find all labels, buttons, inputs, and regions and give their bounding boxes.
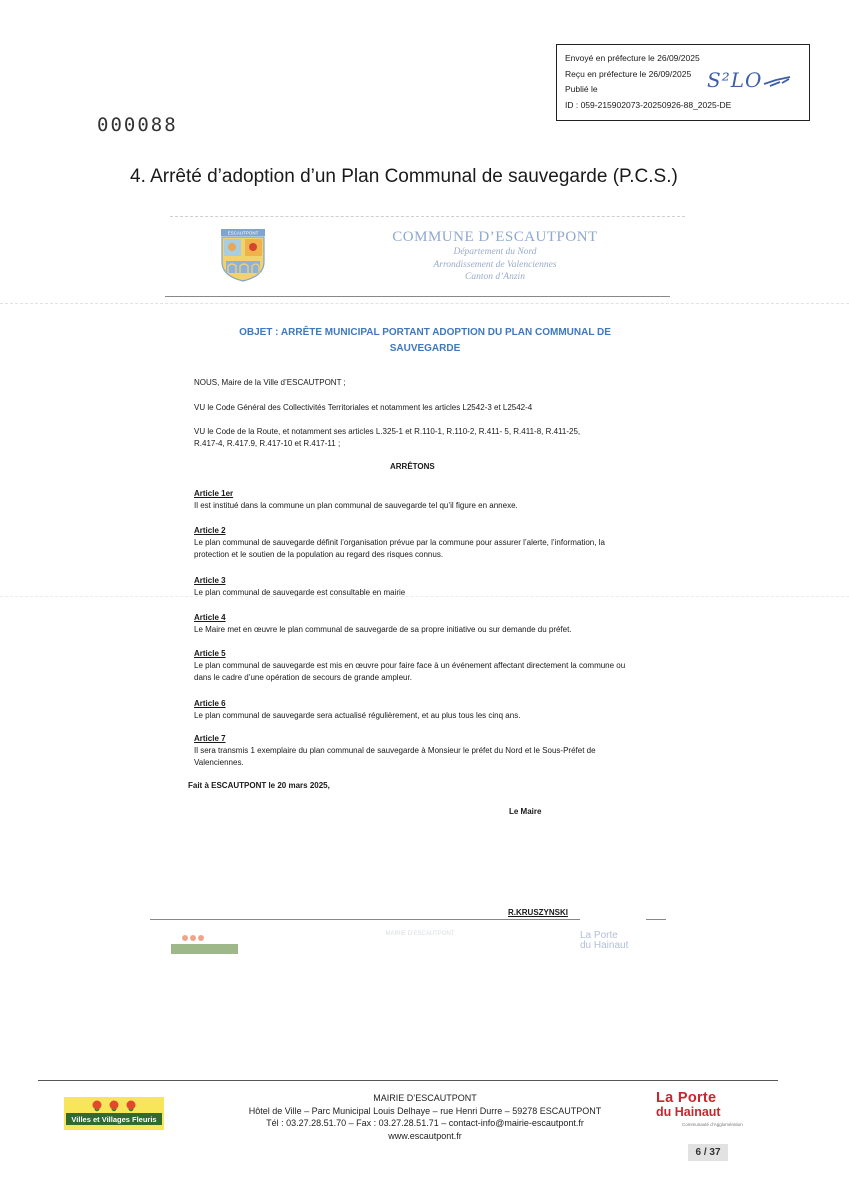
- stamp-published: Publié le: [565, 84, 598, 94]
- subject-line-2: SAUVEGARDE: [389, 343, 461, 354]
- article-title: Article 3: [194, 576, 226, 585]
- preamble-vu-code-route: [194, 426, 654, 450]
- article-7: [194, 733, 644, 769]
- page-number: 6 / 37: [688, 1144, 728, 1161]
- inner-porte-line-2: du Hainaut: [580, 940, 629, 951]
- stamp-received: Reçu en préfecture le 26/09/2025: [565, 68, 692, 79]
- departement: Département du Nord: [453, 247, 537, 257]
- inner-footer-rule-end: [646, 919, 666, 920]
- canton: Canton d’Anzin: [465, 272, 525, 282]
- footer-address: [190, 1092, 660, 1142]
- inner-footer-text: MAIRIE D’ESCAUTPONT: [385, 931, 455, 937]
- prefecture-stamp: [556, 44, 810, 121]
- article-text: Il sera transmis 1 exemplaire du plan communal de sauvegarde à Monsieur le préfet du Nord et le Sous-Préfet de Valenciennes.: [194, 746, 596, 767]
- article-4: [194, 612, 654, 636]
- preamble-vu-cgct: VU le Code Général des Collectivités Territoriales et notamment les articles L2542-3 et L2542-4: [194, 403, 533, 412]
- inner-porte-logo: [580, 931, 628, 951]
- vu-route-line-1: VU le Code de la Route, et notamment ses articles L.325-1 et R.110-1, R.110-2, R.411- 5, R.411-8, R.411-25,: [194, 427, 581, 436]
- s2lo-logo: S²LO: [707, 73, 792, 89]
- la-porte-du-hainaut-logo: [656, 1091, 746, 1127]
- article-title: Article 7: [194, 734, 226, 743]
- divider: [170, 216, 685, 217]
- article-title: Article 2: [194, 526, 226, 535]
- stamp-id: ID : 059-215902073-20250926-88_2025-DE: [565, 99, 732, 110]
- inner-porte-line-1: La Porte: [580, 930, 618, 941]
- footer-address-line: Hôtel de Ville – Parc Municipal Louis Delhaye – rue Henri Durre – 59278 ESCAUTPONT: [248, 1105, 602, 1116]
- letterhead-rule: [165, 296, 670, 297]
- porte-subtitle: Communauté d’Agglomération: [682, 1122, 743, 1127]
- article-title: Article 6: [194, 699, 226, 708]
- letterhead: [360, 229, 630, 284]
- villes-villages-fleuris-icon: [64, 1097, 164, 1130]
- article-text: Le plan communal de sauvegarde est consultable en mairie: [194, 588, 406, 597]
- article-text: Le plan communal de sauvegarde définit l’organisation prévue par la commune pour assurer l’alerte, l’information, la protection et le soutien de la population au regard des risques connus.: [194, 538, 605, 559]
- footer-mairie: MAIRIE D’ESCAUTPONT: [373, 1093, 477, 1103]
- article-text: Le Maire met en œuvre le plan communal de sauvegarde de sa propre initiative ou sur demande du préfet.: [194, 625, 572, 634]
- escautpont-crest-icon: [218, 228, 268, 282]
- commune-name: COMMUNE D’ESCAUTPONT: [392, 229, 598, 245]
- scan-fold-line: [0, 303, 849, 304]
- article-5: [194, 648, 644, 684]
- stamp-sent: Envoyé en préfecture le 26/09/2025: [565, 53, 700, 63]
- page-heading: 4. Arrêté d’adoption d’un Plan Communal de sauvegarde (P.C.S.): [130, 166, 678, 187]
- article-6: [194, 698, 654, 722]
- footer-contact[interactable]: Tél : 03.27.28.51.70 – Fax : 03.27.28.51.71 – contact-info@mairie-escautpont.fr: [266, 1118, 584, 1128]
- footer-website-link[interactable]: www.escautpont.fr: [388, 1130, 462, 1141]
- vu-route-line-2: R.417-4, R.417.9, R.417-10 et R.417-11 ;: [194, 439, 341, 448]
- footer-rule: [38, 1080, 778, 1081]
- preamble-nous: NOUS, Maire de la Ville d’ESCAUTPONT ;: [194, 378, 346, 387]
- porte-line-2: du Hainaut: [656, 1105, 721, 1119]
- subject: [200, 325, 650, 357]
- svg-text:ESCAUTPONT: ESCAUTPONT: [227, 230, 259, 236]
- article-title: Article 1er: [194, 489, 234, 498]
- le-maire: Le Maire: [509, 807, 542, 816]
- inner-fleuris-badge-icon: [171, 933, 238, 957]
- article-title: Article 4: [194, 613, 226, 622]
- fait-a: Fait à ESCAUTPONT le 20 mars 2025,: [188, 781, 330, 790]
- article-text: Il est institué dans la commune un plan communal de sauvegarde tel qu’il figure en annexe.: [194, 501, 518, 510]
- article-title: Article 5: [194, 649, 226, 658]
- article-1: [194, 488, 654, 512]
- arretons: ARRÊTONS: [390, 462, 435, 471]
- scan-fold-line: [0, 596, 849, 597]
- document-number: 000088: [97, 114, 178, 136]
- subject-line-1: OBJET : ARRÊTE MUNICIPAL PORTANT ADOPTION DU PLAN COMMUNAL DE: [239, 327, 611, 338]
- arrondissement: Arrondissement de Valenciennes: [433, 259, 557, 270]
- inner-footer-rule: [150, 919, 580, 920]
- article-2: [194, 525, 614, 561]
- svg-text:Villes et Villages Fleuris: Villes et Villages Fleuris: [71, 1115, 157, 1124]
- article-text: Le plan communal de sauvegarde sera actualisé régulièrement, et au plus tous les cinq ans.: [194, 711, 521, 720]
- signatory-name: R.KRUSZYNSKI: [508, 908, 569, 917]
- article-text: Le plan communal de sauvegarde est mis en œuvre pour faire face à un événement affectant directement la commune ou dans le cadre d’une opération de secours de grande ampleur.: [194, 661, 626, 682]
- porte-line-1: La Porte: [656, 1090, 717, 1106]
